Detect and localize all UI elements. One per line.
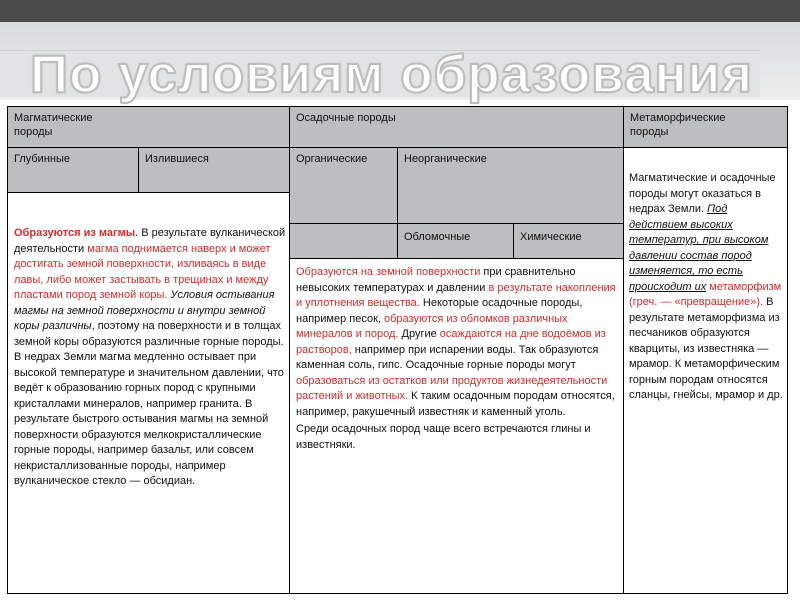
header-magmatic: Магматические породы — [7, 106, 290, 148]
sedimentary-description — [296, 265, 618, 590]
sedimentary-red-1: Образуются на земной поверхности — [296, 266, 481, 278]
sedimentary-text-e: К таким осадочным породам относятся, например, ракушечный известняк и каменный уголь. — [296, 390, 615, 418]
top-bar — [0, 0, 800, 22]
subheader-inorganic: Неорганические — [397, 147, 624, 224]
sedimentary-text-a: при сравнительно невысоких температурах и давлении — [296, 266, 576, 294]
subheader-effusive: Излившиеся — [138, 147, 290, 193]
subheader-organic: Органические — [289, 147, 398, 224]
slide-title: По условиям образования — [30, 45, 754, 104]
magmatic-description — [14, 226, 286, 588]
magmatic-origin: Образуются из магмы — [14, 227, 136, 239]
sedimentary-paragraph-1 — [296, 265, 618, 420]
subheader-chemical: Химические — [513, 223, 624, 259]
metamorphic-conditions: Под действием высоких температур, при высоком давлении состав пород изменяется, то есть происходит их — [629, 203, 769, 293]
magmatic-text-b: , поэтому на поверхности и в толщах земной коры образуются различные горные породы. В недрах Земли магма медленно остывает при высокой температуре и значительном давлении, что ведёт к образованию горных пород с крупными кристаллами минералов, например гранита. В результате быстрого остывания магмы на земной поверхности образуются мелкокристаллические горные породы, например базальт, или совсем некристаллизованные породы, например вулканическое стекло — обсидиан. — [14, 320, 284, 487]
sedimentary-red-5: образоваться из остатков или продуктов жизнедеятельности растений и животных. — [296, 374, 608, 402]
magmatic-lava: магма поднимается наверх и может достигать земной поверхности, изливаясь в виде лавы, либо может застывать в трещинах и между пластами пород земной коры. — [14, 242, 271, 301]
metamorphic-definition: метаморфизм (греч. — «превращение»). — [629, 280, 782, 308]
magmatic-cooling: Условия остывания магмы на земной поверхности и внутри земной коры различны — [14, 289, 275, 332]
sedimentary-red-4: осаждаются на дне водоёмов из растворов, — [296, 328, 606, 356]
metamorphic-text-a: Магматические и осадочные породы могут оказаться в недрах Земли. — [629, 172, 776, 215]
magmatic-text-a: . В результате вулканической деятельности — [14, 227, 286, 255]
metamorphic-description — [629, 171, 784, 591]
header-metamorphic: Метаморфические породы — [623, 106, 788, 148]
subheader-clastic: Обломочные — [397, 223, 514, 259]
sedimentary-red-3: образуются из обломков различных минералов и пород. — [296, 312, 568, 340]
sedimentary-paragraph-2: Среди осадочных пород чаще всего встречаются глины и известняки. — [296, 423, 591, 451]
sedimentary-text-b: Некоторые осадочные породы, например песок, — [296, 297, 583, 325]
sedimentary-text-c: Другие — [398, 328, 440, 340]
subheader-empty — [289, 223, 398, 259]
metamorphic-text-b: В результате метаморфизма из песчаников образуются кварциты, из известняка — мрамор. К метаморфическим горным породам относятся сланцы, гнейсы, мрамор и др. — [629, 296, 783, 401]
header-sedimentary: Осадочные породы — [289, 106, 624, 148]
sedimentary-red-2: в результате накопления и уплотнения вещества. — [296, 281, 616, 309]
subheader-deep: Глубинные — [7, 147, 139, 193]
sedimentary-text-d: например при испарении воды. Так образуются каменная соль, гипс. Осадочные горные породы могут — [296, 343, 599, 371]
